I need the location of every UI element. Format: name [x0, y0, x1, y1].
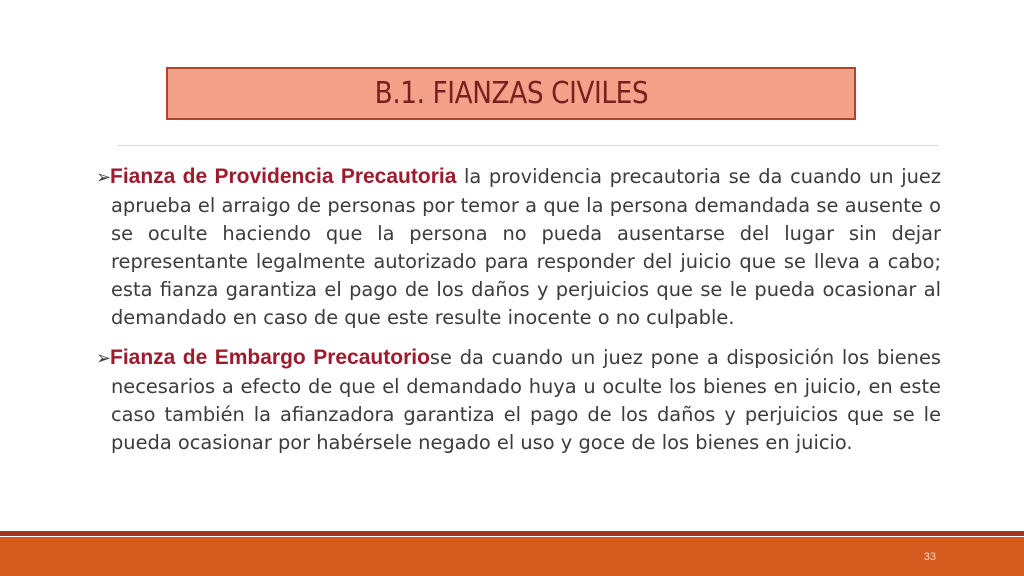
- slide-title: B.1. FIANZAS CIVILES: [374, 76, 648, 111]
- bullet-text: se da cuando un juez pone a disposición los bienes necesarios a efecto de que el demandado huya u oculte los bienes en juicio, en este caso también la afianzadora garantiza el pago de los daños y perjuicios que se le pueda ocasionar por habérsele negado el uso y goce de los bienes en juicio.: [111, 346, 941, 454]
- bullet-item: [96, 163, 941, 332]
- footer-bar: [0, 537, 1024, 576]
- bullet-term: Fianza de Embargo Precautorio: [110, 346, 430, 369]
- title-divider: [118, 145, 938, 146]
- bullet-item: [96, 344, 941, 457]
- title-box: [166, 67, 856, 120]
- bullet-term: Fianza de Providencia Precautoria: [110, 165, 457, 188]
- arrow-bullet-icon: ➢: [96, 348, 112, 369]
- page-number: 33: [923, 551, 936, 563]
- slide-content: [96, 163, 941, 469]
- bullet-text: la providencia precautoria se da cuando un juez aprueba el arraigo de personas por temor a que la persona demandada se ausente o se oculte haciendo que la persona no pueda ausentarse del lugar sin dejar representante legalmente autorizado para responder del juicio que se lleva a cabo; esta fianza garantiza el pago de los daños y perjuicios que se le pueda ocasionar al demandado en caso de que este resulte inocente o no culpable.: [111, 165, 942, 329]
- arrow-bullet-icon: ➢: [96, 167, 112, 188]
- footer-accent-line: [0, 531, 1024, 536]
